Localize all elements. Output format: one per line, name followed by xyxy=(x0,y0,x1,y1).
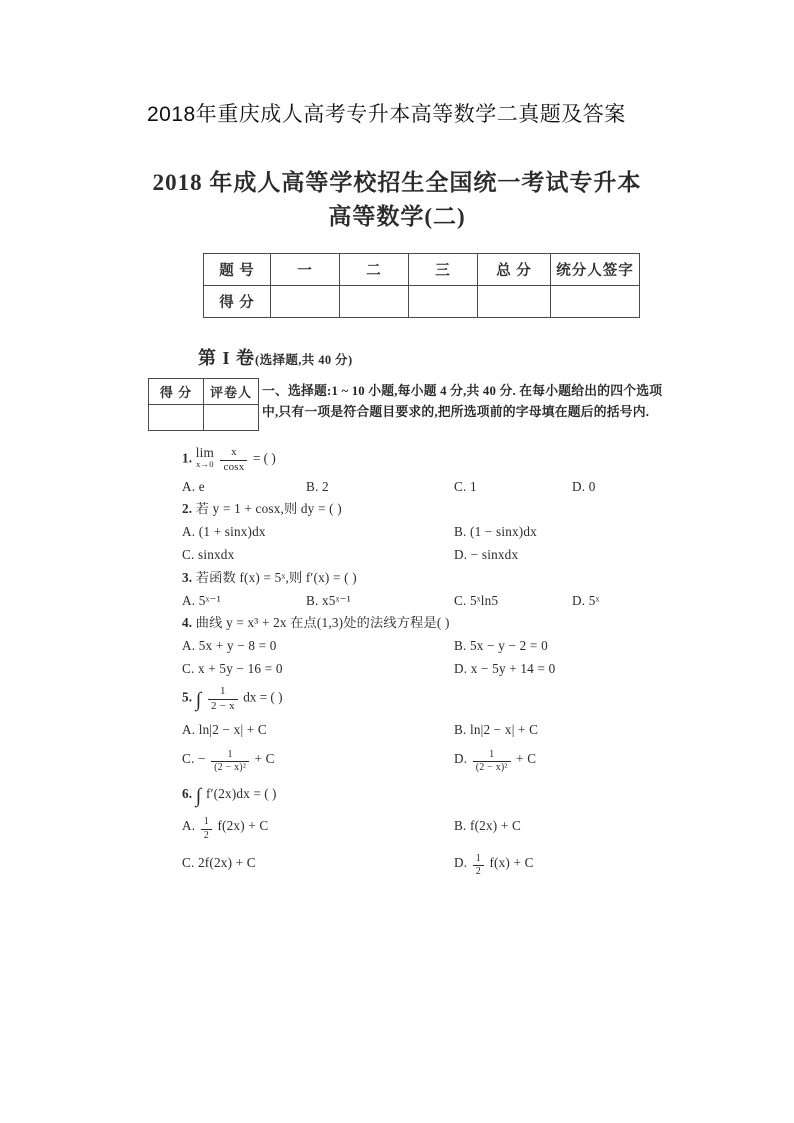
grader-box-table xyxy=(148,378,259,431)
option-d[interactable] xyxy=(454,853,644,878)
option-a-label: A. xyxy=(182,638,196,654)
question-1 xyxy=(182,446,652,496)
option-d[interactable] xyxy=(454,659,644,678)
question-3-stem xyxy=(182,568,652,587)
question-1-options xyxy=(182,477,652,496)
option-c-prefix: − xyxy=(198,751,206,767)
question-2-options xyxy=(182,522,652,564)
option-c-label: C. xyxy=(182,661,195,677)
score-header-0: 题 号 xyxy=(204,254,271,286)
option-c[interactable] xyxy=(182,545,454,564)
question-3-number: 3. xyxy=(182,570,193,586)
question-2-number: 2. xyxy=(182,501,193,517)
option-c-label: C. xyxy=(454,479,467,495)
score-header-3: 三 xyxy=(409,254,478,286)
fraction-denominator: cosx xyxy=(223,460,245,473)
fraction xyxy=(201,817,212,841)
option-d-text: 0 xyxy=(588,479,596,495)
exam-heading-line1: 2018 年成人高等学校招生全国统一考试专升本 xyxy=(152,170,642,195)
section-instruction: 一、选择题:1 ~ 10 小题,每小题 4 分,共 40 分. 在每小题给出的四个选项中,只有一项是符合题目要求的,把所选项前的字母填在题后的括号内. xyxy=(262,384,663,419)
fraction xyxy=(220,447,247,473)
fraction xyxy=(211,750,249,774)
option-a[interactable] xyxy=(182,477,306,496)
option-c-suffix: + C xyxy=(254,751,275,767)
grader-header-score: 得 分 xyxy=(149,379,204,405)
limit-operator xyxy=(196,446,214,469)
option-b[interactable] xyxy=(454,720,644,739)
option-d-text: 5ˣ xyxy=(588,593,600,609)
question-4 xyxy=(182,613,652,678)
questions-list xyxy=(182,446,652,882)
option-b-text: x5ˣ⁻¹ xyxy=(322,593,351,609)
option-d-text: − sinxdx xyxy=(470,547,519,563)
option-b-label: B. xyxy=(454,722,467,738)
option-b-label: B. xyxy=(306,593,319,609)
option-b-text: ln|2 − x| + C xyxy=(470,722,539,738)
option-c[interactable] xyxy=(182,749,454,774)
option-c-text: sinxdx xyxy=(198,547,235,563)
option-c-label: C. xyxy=(454,593,467,609)
grader-cell-score[interactable] xyxy=(149,405,204,431)
table-row-grader-headers xyxy=(149,379,259,405)
grader-cell-marker[interactable] xyxy=(204,405,259,431)
question-5-answer-blank[interactable]: dx = ( ) xyxy=(243,689,283,705)
table-row-grader-values xyxy=(149,405,259,431)
score-header-5: 统分人签字 xyxy=(551,254,640,286)
question-6-integrand: f′(2x)dx xyxy=(205,785,251,801)
option-d-label: D. xyxy=(454,547,468,563)
question-4-number: 4. xyxy=(182,615,193,631)
fraction-numerator: 1 xyxy=(473,750,511,763)
fraction-denominator: 2 xyxy=(203,829,209,841)
fraction xyxy=(473,750,511,774)
score-row-label: 得 分 xyxy=(204,286,271,318)
option-d-label: D. xyxy=(572,593,586,609)
score-cell-1[interactable] xyxy=(271,286,340,318)
option-a-text: e xyxy=(198,479,205,495)
option-b-label: B. xyxy=(454,638,467,654)
part-label-main: 第 I 卷 xyxy=(198,348,256,368)
question-1-number: 1. xyxy=(182,450,193,466)
option-d[interactable] xyxy=(572,591,652,610)
option-row-2 xyxy=(182,853,652,878)
grader-box-container xyxy=(148,378,259,431)
question-5-options xyxy=(182,720,652,774)
fraction-denominator: (2 − x)² xyxy=(475,762,508,774)
option-a-label: A. xyxy=(182,818,196,834)
grader-header-marker: 评卷人 xyxy=(204,379,259,405)
option-a-text: 5ˣ⁻¹ xyxy=(198,593,221,609)
option-c[interactable] xyxy=(454,477,572,496)
option-a[interactable] xyxy=(182,636,454,655)
part-label xyxy=(198,344,353,370)
question-4-options xyxy=(182,636,652,678)
question-4-text: 曲线 y = x³ + 2x 在点(1,3)处的法线方程是( ) xyxy=(195,615,450,631)
option-row-1 xyxy=(182,636,652,655)
fraction-denominator: 2 xyxy=(475,866,481,878)
option-d[interactable] xyxy=(454,545,644,564)
option-a[interactable] xyxy=(182,720,454,739)
option-c-label: C. xyxy=(182,855,195,871)
option-row-2 xyxy=(182,545,652,564)
option-d-label: D. xyxy=(454,661,468,677)
question-3 xyxy=(182,568,652,610)
question-6-answer-blank[interactable]: = ( ) xyxy=(253,785,277,801)
option-c[interactable] xyxy=(182,659,454,678)
question-5-stem xyxy=(182,686,652,712)
fraction xyxy=(208,686,238,712)
option-a-text: 5x + y − 8 = 0 xyxy=(198,638,277,654)
table-row-headers xyxy=(204,254,640,286)
option-d-text: x − 5y + 14 = 0 xyxy=(470,661,556,677)
fraction-numerator: 1 xyxy=(473,854,484,867)
option-a-label: A. xyxy=(182,722,196,738)
option-b[interactable] xyxy=(306,477,454,496)
option-b-text: f(2x) + C xyxy=(470,818,521,834)
score-table-container xyxy=(203,253,640,318)
option-a-label: A. xyxy=(182,593,196,609)
option-a[interactable] xyxy=(182,591,306,610)
option-b-label: B. xyxy=(454,524,467,540)
fraction-denominator: 2 − x xyxy=(210,699,235,712)
option-row-1 xyxy=(182,816,652,841)
option-a-text: ln|2 − x| + C xyxy=(198,722,267,738)
option-d-suffix: f(x) + C xyxy=(489,855,534,871)
question-6-options xyxy=(182,816,652,878)
option-row-2 xyxy=(182,749,652,774)
option-b[interactable] xyxy=(454,816,644,841)
limit-subscript: x→0 xyxy=(196,458,214,469)
question-2-stem xyxy=(182,499,652,518)
integral-icon: ∫ xyxy=(195,785,202,808)
score-header-4: 总 分 xyxy=(478,254,551,286)
score-table xyxy=(203,253,640,318)
option-b[interactable] xyxy=(454,636,644,655)
question-1-stem xyxy=(182,446,652,473)
option-d-label: D. xyxy=(572,479,586,495)
question-3-options xyxy=(182,591,652,610)
option-d-label: D. xyxy=(454,751,468,767)
option-d[interactable] xyxy=(572,477,652,496)
exam-heading xyxy=(147,168,647,233)
limit-op-label: lim xyxy=(195,445,214,460)
question-2-text: 若 y = 1 + cosx,则 dy = ( ) xyxy=(195,501,342,517)
option-d[interactable] xyxy=(454,749,644,774)
option-b-label: B. xyxy=(454,818,467,834)
question-1-answer-blank[interactable]: = ( ) xyxy=(252,450,276,466)
fraction xyxy=(473,854,484,878)
score-header-1: 一 xyxy=(271,254,340,286)
option-a[interactable] xyxy=(182,816,454,841)
option-c-label: C. xyxy=(182,751,195,767)
question-5-number: 5. xyxy=(182,689,193,705)
fraction-numerator: 1 xyxy=(211,750,249,763)
score-cell-3[interactable] xyxy=(409,286,478,318)
option-row-2 xyxy=(182,659,652,678)
option-row-1 xyxy=(182,522,652,541)
option-c[interactable] xyxy=(182,853,454,878)
question-2 xyxy=(182,499,652,564)
option-b[interactable] xyxy=(454,522,644,541)
page-title: 2018年重庆成人高考专升本高等数学二真题及答案 xyxy=(147,103,626,126)
option-b[interactable] xyxy=(306,591,454,610)
question-6-number: 6. xyxy=(182,785,193,801)
option-a-label: A. xyxy=(182,479,196,495)
option-c-label: C. xyxy=(182,547,195,563)
option-c-text: 2f(2x) + C xyxy=(198,855,256,871)
option-b-text: 5x − y − 2 = 0 xyxy=(470,638,548,654)
option-d-suffix: + C xyxy=(516,751,537,767)
option-row-1 xyxy=(182,720,652,739)
part-label-note: (选择题,共 40 分) xyxy=(255,353,353,367)
fraction-denominator: (2 − x)² xyxy=(214,762,247,774)
fraction-numerator: x xyxy=(220,447,247,461)
option-b-text: 2 xyxy=(322,479,329,495)
question-6-stem xyxy=(182,784,652,806)
question-4-stem xyxy=(182,613,652,632)
exam-heading-line2: 高等数学(二) xyxy=(328,204,466,229)
option-b-label: B. xyxy=(306,479,319,495)
option-b-text: (1 − sinx)dx xyxy=(470,524,537,540)
option-a[interactable] xyxy=(182,522,454,541)
option-a-text: (1 + sinx)dx xyxy=(198,524,266,540)
table-row-scores xyxy=(204,286,640,318)
fraction-numerator: 1 xyxy=(208,686,238,700)
fraction-numerator: 1 xyxy=(201,817,212,830)
score-cell-2[interactable] xyxy=(340,286,409,318)
integral-icon: ∫ xyxy=(195,688,202,711)
option-a-label: A. xyxy=(182,524,196,540)
option-c-text: 1 xyxy=(470,479,477,495)
question-6 xyxy=(182,784,652,878)
option-c-text: 5ˣln5 xyxy=(470,593,499,609)
option-c-text: x + 5y − 16 = 0 xyxy=(198,661,283,677)
question-3-text: 若函数 f(x) = 5ˣ,则 f′(x) = ( ) xyxy=(195,570,357,586)
option-d-label: D. xyxy=(454,855,468,871)
score-cell-5[interactable] xyxy=(551,286,640,318)
score-cell-4[interactable] xyxy=(478,286,551,318)
option-c[interactable] xyxy=(454,591,572,610)
score-header-2: 二 xyxy=(340,254,409,286)
question-5 xyxy=(182,686,652,774)
option-a-suffix: f(2x) + C xyxy=(217,818,269,834)
